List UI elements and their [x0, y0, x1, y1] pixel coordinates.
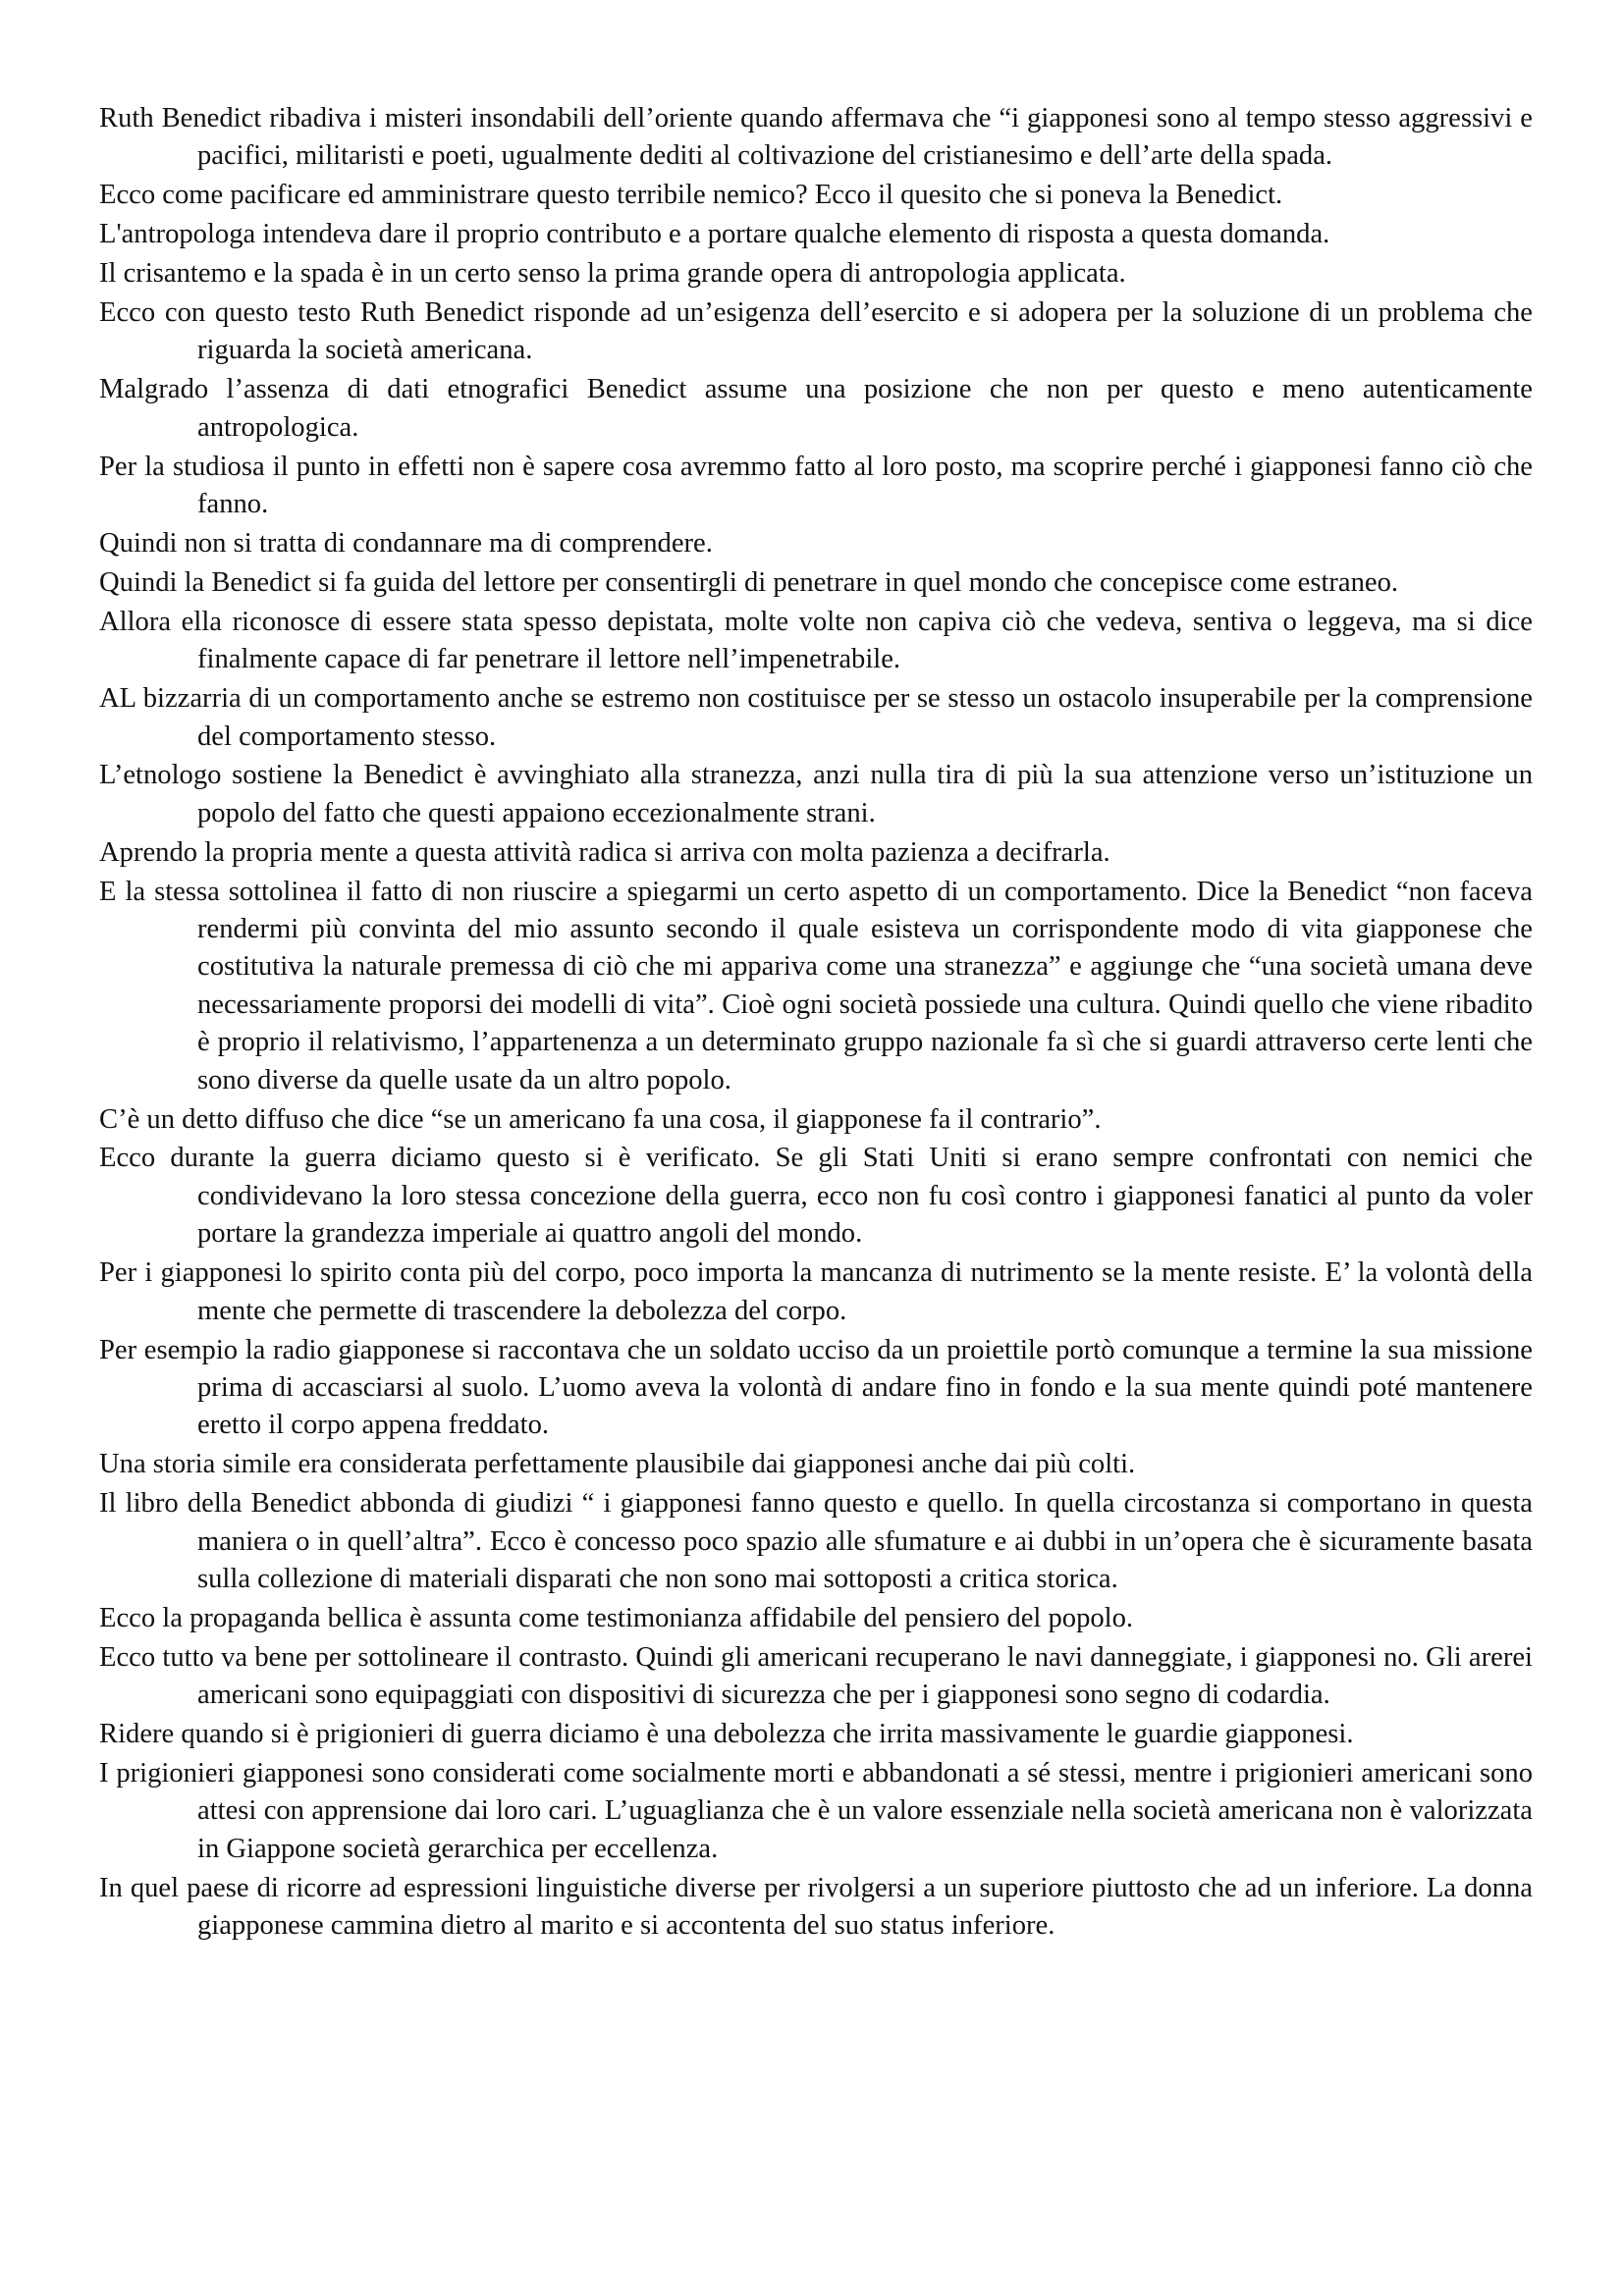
- paragraph-7: Per la studiosa il punto in effetti non è sapere cosa avremmo fatto al loro posto, ma scoprire perché i giapponesi fanno ciò che fanno.: [99, 451, 1533, 520]
- document-page: [99, 100, 1533, 1947]
- paragraph-13: Aprendo la propria mente a questa attività radica si arriva con molta pazienza a decifrarla.: [99, 836, 1110, 868]
- paragraph-12: L’etnologo sostiene la Benedict è avvinghiato alla stranezza, anzi nulla tira di più la sua attenzione verso un’istituzione un popolo del fatto che questi appaiono eccezionalmente strani.: [99, 760, 1533, 828]
- paragraph-18: Per esempio la radio giapponese si raccontava che un soldato ucciso da un proiettile portò comunque a termine la sua missione prima di accasciarsi al suolo. L’uomo aveva la volontà di andare fino in fondo e la sua mente quindi poté mantenere eretto il corpo appena freddato.: [99, 1334, 1533, 1441]
- paragraph-8: Quindi non si tratta di condannare ma di comprendere.: [99, 527, 713, 559]
- paragraph-14: E la stessa sottolinea il fatto di non riuscire a spiegarmi un certo aspetto di un comportamento. Dice la Benedict “non faceva rendermi più convinta del mio assunto secondo il quale esisteva un corrispondente modo di vita giapponese che costitutiva la naturale premessa di ciò che mi appariva come una stranezza” e aggiunge che “una società umana deve necessariamente proporsi dei modelli di vita”. Cioè ogni società possiede una cultura. Quindi quello che viene ribadito è proprio il relativismo, l’appartenenza a un determinato gruppo nazionale fa sì che si guardi attraverso certe lenti che sono diverse da quelle usate da un altro popolo.: [99, 876, 1533, 1095]
- paragraph-9: Quindi la Benedict si fa guida del lettore per consentirgli di penetrare in quel mondo che concepisce come estraneo.: [99, 566, 1399, 598]
- paragraph-19: Una storia simile era considerata perfettamente plausibile dai giapponesi anche dai più colti.: [99, 1449, 1136, 1480]
- paragraph-5: Ecco con questo testo Ruth Benedict risponde ad un’esigenza dell’esercito e si adopera per la soluzione di un problema che riguarda la società americana.: [99, 297, 1533, 366]
- paragraph-6: Malgrado l’assenza di dati etnografici Benedict assume una posizione che non per questo e meno autenticamente antropologica.: [99, 374, 1533, 443]
- paragraph-20: Il libro della Benedict abbonda di giudizi “ i giapponesi fanno questo e quello. In quella circostanza si comportano in questa maniera o in quell’altra”. Ecco è concesso poco spazio alle sfumature e ai dubbi in un’opera che è sicuramente basata sulla collezione di materiali disparati che non sono mai sottoposti a critica storica.: [99, 1488, 1533, 1594]
- paragraph-17: Per i giapponesi lo spirito conta più del corpo, poco importa la mancanza di nutrimento se la mente resiste. E’ la volontà della mente che permette di trascendere la debolezza del corpo.: [99, 1257, 1533, 1326]
- paragraph-11: AL bizzarria di un comportamento anche se estremo non costituisce per se stesso un ostacolo insuperabile per la comprensione del comportamento stesso.: [99, 683, 1533, 752]
- paragraph-24: I prigionieri giapponesi sono considerati come socialmente morti e abbandonati a sé stessi, mentre i prigionieri americani sono attesi con apprensione dai loro cari. L’uguaglianza che è un valore essenziale nella società americana non è valorizzata in Giappone società gerarchica per eccellenza.: [99, 1757, 1533, 1864]
- paragraph-21: Ecco la propaganda bellica è assunta come testimonianza affidabile del pensiero del popolo.: [99, 1602, 1134, 1633]
- paragraph-16: Ecco durante la guerra diciamo questo si è verificato. Se gli Stati Uniti si erano sempre confrontati con nemici che condividevano la loro stessa concezione della guerra, ecco non fu così contro i giapponesi fanatici al punto da voler portare la grandezza imperiale ai quattro angoli del mondo.: [99, 1143, 1533, 1250]
- paragraph-15: C’è un detto diffuso che dice “se un americano fa una cosa, il giapponese fa il contrario”.: [99, 1103, 1102, 1135]
- paragraph-22: Ecco tutto va bene per sottolineare il contrasto. Quindi gli americani recuperano le navi danneggiate, i giapponesi no. Gli arerei americani sono equipaggiati con dispositivi di sicurezza che per i giapponesi sono segno di codardia.: [99, 1641, 1533, 1711]
- paragraph-4: Il crisantemo e la spada è in un certo senso la prima grande opera di antropologia applicata.: [99, 258, 1126, 290]
- paragraph-23: Ridere quando si è prigionieri di guerra diciamo è una debolezza che irrita massivamente le guardie giapponesi.: [99, 1719, 1354, 1750]
- paragraph-3: L'antropologa intendeva dare il proprio contributo e a portare qualche elemento di risposta a questa domanda.: [99, 219, 1330, 250]
- paragraph-25: In quel paese di ricorre ad espressioni linguistiche diverse per rivolgersi a un superiore piuttosto che ad un inferiore. La donna giapponese cammina dietro al marito e si accontenta del suo status inferiore.: [99, 1872, 1533, 1942]
- paragraph-1: Ruth Benedict ribadiva i misteri insondabili dell’oriente quando affermava che “i giapponesi sono al tempo stesso aggressivi e pacifici, militaristi e poeti, ugualmente dediti al coltivazione del cristianesimo e dell’arte della spada.: [99, 103, 1533, 172]
- paragraph-10: Allora ella riconosce di essere stata spesso depistata, molte volte non capiva ciò che vedeva, sentiva o leggeva, ma si dice finalmente capace di far penetrare il lettore nell’impenetrabile.: [99, 606, 1533, 675]
- paragraph-2: Ecco come pacificare ed amministrare questo terribile nemico? Ecco il quesito che si poneva la Benedict.: [99, 180, 1283, 211]
